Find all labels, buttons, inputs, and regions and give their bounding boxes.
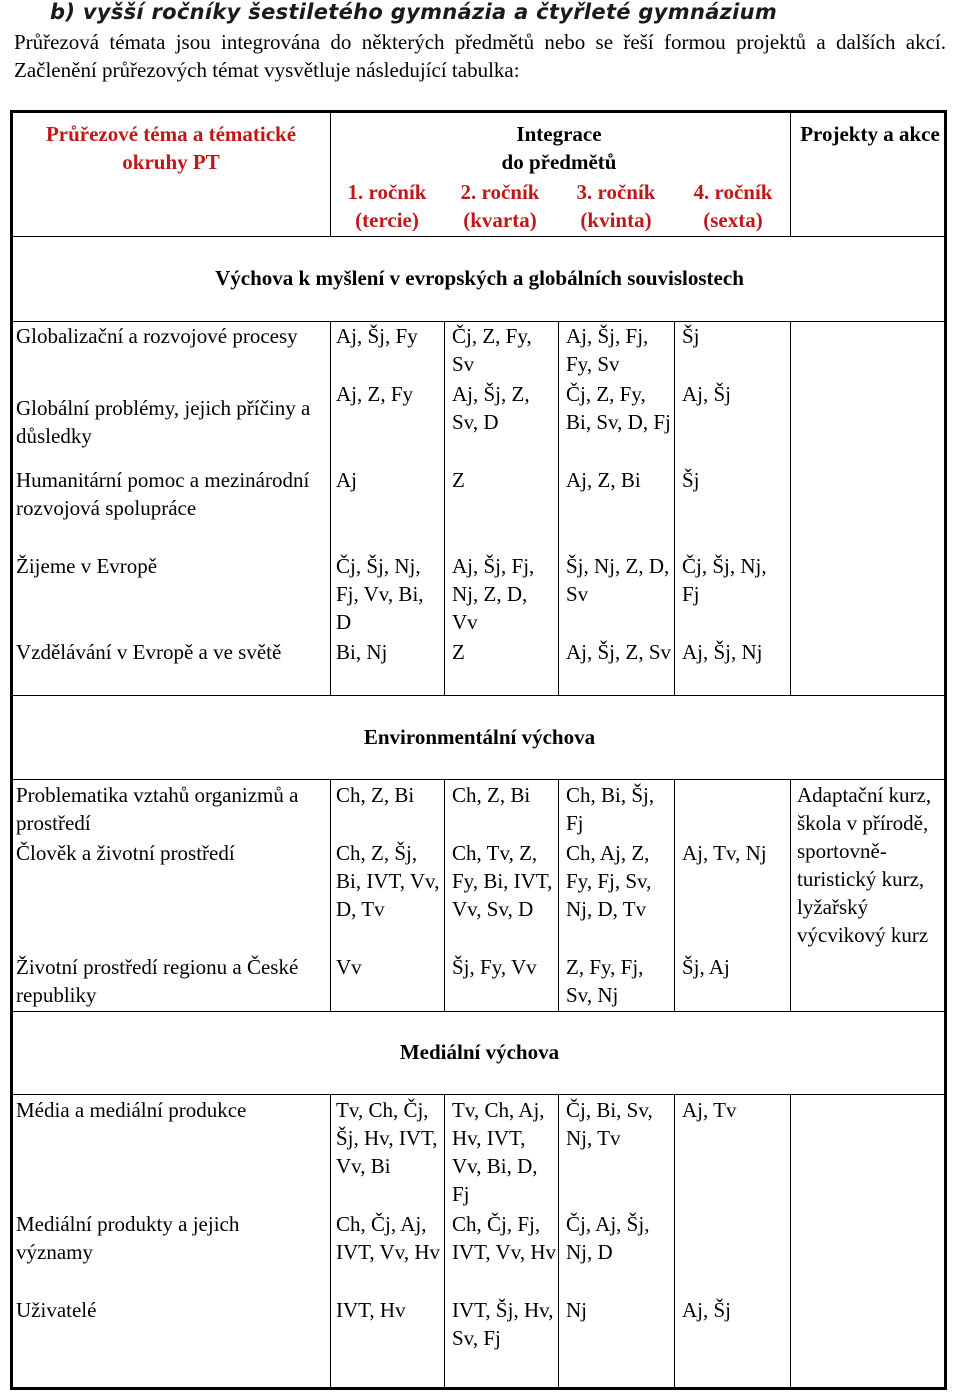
rule — [558, 321, 559, 695]
year-cell: Ch, Aj, Z, Fy, Fj, Sv, Nj, D, Tv — [566, 841, 652, 921]
year-cell: Aj, Šj, Z, Sv — [566, 640, 672, 664]
year-cell: Aj, Tv — [682, 1098, 737, 1122]
year-cell: Aj, Šj, Fy — [336, 324, 418, 348]
year-cell: Šj — [682, 324, 700, 348]
year-cell: Ch, Bi, Šj, Fj — [566, 783, 655, 835]
year-cell: Čj, Bi, Sv, Nj, Tv — [566, 1098, 653, 1150]
rule — [12, 1094, 947, 1095]
year-cell: Ch, Z, Šj, Bi, IVT, Vv, D, Tv — [336, 841, 440, 921]
header-year-3: 3. ročník (kvinta) — [576, 180, 656, 232]
year-cell: Tv, Ch, Aj, Hv, IVT, Vv, Bi, D, Fj — [452, 1098, 545, 1206]
topic-cell: Globalizační a rozvojové procesy — [16, 324, 298, 348]
topic-cell: Globální problémy, jejich příčiny a důsledky — [16, 396, 311, 448]
year-cell: Čj, Šj, Nj, Fj, Vv, Bi, D — [336, 554, 424, 634]
section-title-environment: Environmentální výchova — [363, 725, 596, 749]
header-integration: Integrace do předmětů — [501, 122, 617, 174]
year-cell: Nj — [566, 1298, 587, 1322]
year-cell: Ch, Z, Bi — [452, 783, 531, 807]
topic-cell: Člověk a životní prostředí — [16, 841, 235, 865]
year-cell: Z, Fy, Fj, Sv, Nj — [566, 955, 644, 1007]
year-cell: IVT, Hv — [336, 1298, 406, 1322]
rule — [674, 779, 675, 1011]
rule — [330, 1094, 331, 1388]
topic-cell: Mediální produkty a jejich významy — [16, 1212, 240, 1264]
year-cell: Aj, Šj, Fj, Fy, Sv — [566, 324, 649, 376]
year-cell: Šj, Fy, Vv — [452, 955, 537, 979]
rule — [444, 1094, 445, 1388]
year-cell: Aj, Šj — [682, 1298, 732, 1322]
rule — [12, 695, 947, 696]
rule — [674, 321, 675, 695]
header-year-2: 2. ročník (kvarta) — [460, 180, 540, 232]
rule — [558, 1094, 559, 1388]
year-cell: Čj, Šj, Nj, Fj — [682, 554, 767, 606]
year-cell: Ch, Čj, Fj, IVT, Vv, Hv — [452, 1212, 557, 1264]
year-cell: Šj, Aj — [682, 955, 730, 979]
rule — [330, 321, 331, 695]
rule — [674, 1094, 675, 1388]
topic-cell: Uživatelé — [16, 1298, 97, 1322]
year-cell: Z — [452, 468, 465, 492]
topic-cell: Životní prostředí regionu a České republiky — [16, 955, 299, 1007]
year-cell: Aj, Šj, Fj, Nj, Z, D, Vv — [452, 554, 535, 634]
year-cell: Ch, Z, Bi — [336, 783, 415, 807]
rule — [12, 779, 947, 780]
rule — [12, 1011, 947, 1012]
rule — [790, 1094, 791, 1388]
year-cell: Ch, Tv, Z, Fy, Bi, IVT, Vv, Sv, D — [452, 841, 553, 921]
year-cell: Bi, Nj — [336, 640, 388, 664]
year-cell: Šj, Nj, Z, D, Sv — [566, 554, 670, 606]
intro-paragraph: Průřezová témata jsou integrována do některých předmětů nebo se řeší formou projektů a dalších akcí. Začlenění průřezových témat vysvětluje následující tabulka: — [14, 30, 946, 82]
header-year-4: 4. ročník (sexta) — [693, 180, 773, 232]
year-cell: Aj, Šj, Z, Sv, D — [452, 382, 530, 434]
header-topic: Průřezové téma a tématické okruhy PT — [45, 122, 297, 174]
year-cell: Vv — [336, 955, 362, 979]
topic-cell: Média a mediální produkce — [16, 1098, 247, 1122]
topic-cell: Žijeme v Evropě — [16, 554, 158, 578]
rule — [444, 321, 445, 695]
year-cell: Aj — [336, 468, 357, 492]
rule — [12, 236, 947, 237]
year-cell: Čj, Z, Fy, Sv — [452, 324, 532, 376]
year-cell: Aj, Tv, Nj — [682, 841, 767, 865]
topic-cell: Humanitární pomoc a mezinárodní rozvojová spolupráce — [16, 468, 310, 520]
year-cell: Ch, Čj, Aj, IVT, Vv, Hv — [336, 1212, 441, 1264]
year-cell: Tv, Ch, Čj, Šj, Hv, IVT, Vv, Bi — [336, 1098, 438, 1178]
year-cell: Čj, Aj, Šj, Nj, D — [566, 1212, 650, 1264]
topic-cell: Vzdělávání v Evropě a ve světě — [16, 640, 282, 664]
topic-cell: Problematika vztahů organizmů a prostředí — [16, 783, 299, 835]
projects-cell: Adaptační kurz, škola v přírodě, sportovně-turistický kurz, lyžařský výcvikový kurz — [797, 783, 932, 947]
year-cell: Z — [452, 640, 465, 664]
year-cell: Aj, Z, Bi — [566, 468, 641, 492]
year-cell: Aj, Šj — [682, 382, 732, 406]
header-projects: Projekty a akce — [800, 122, 940, 146]
year-cell: Aj, Šj, Nj — [682, 640, 763, 664]
year-cell: IVT, Šj, Hv, Sv, Fj — [452, 1298, 554, 1350]
rule — [558, 779, 559, 1011]
year-cell: Aj, Z, Fy — [336, 382, 414, 406]
rule — [790, 321, 791, 695]
rule — [790, 112, 791, 236]
rule — [790, 779, 791, 1011]
section-title-global: Výchova k myšlení v evropských a globálních souvislostech — [215, 266, 744, 290]
year-cell: Čj, Z, Fy, Bi, Sv, D, Fj — [566, 382, 671, 434]
section-title-media: Mediální výchova — [399, 1040, 560, 1064]
year-cell: Šj — [682, 468, 700, 492]
header-year-1: 1. ročník (tercie) — [347, 180, 427, 232]
section-heading: b) vyšší ročníky šestiletého gymnázia a čtyřleté gymnázium — [50, 0, 778, 24]
rule — [330, 779, 331, 1011]
rule — [444, 779, 445, 1011]
rule — [330, 112, 331, 236]
